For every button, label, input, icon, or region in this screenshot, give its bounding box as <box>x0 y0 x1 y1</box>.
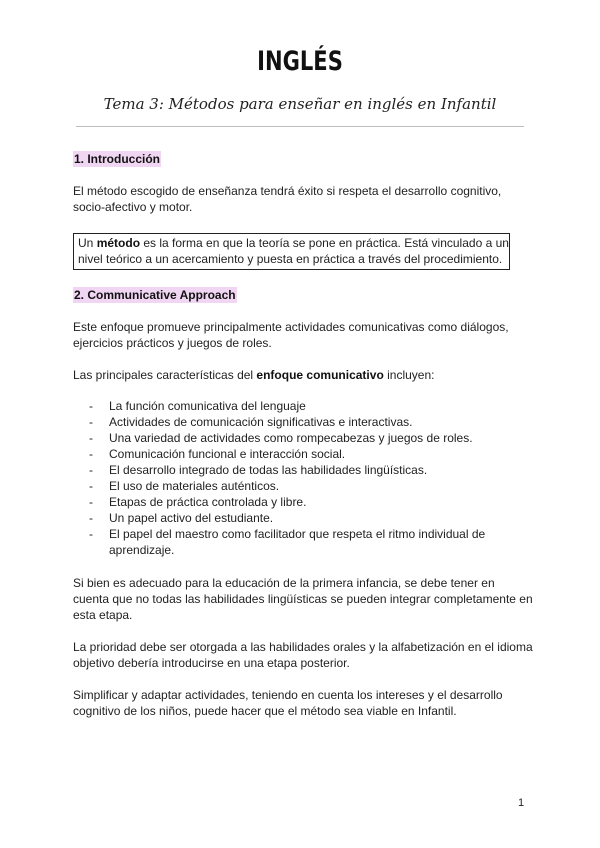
list-dash: - <box>89 511 93 525</box>
features-prefix: Las principales características del <box>73 368 257 382</box>
priority-text: La prioridad debe ser otorgada a las habilidades orales y la alfabetización en el idioma objetivo debería introducirse en una etapa posterior. <box>73 640 533 670</box>
list-dash: - <box>89 431 93 445</box>
list-item-text: Actividades de comunicación significativas e interactivas. <box>109 415 413 429</box>
list-item-text: La función comunicativa del lenguaje <box>109 399 306 413</box>
list-item-text: El papel del maestro como facilitador que respeta el ritmo individual de aprendizaje. <box>109 527 486 557</box>
features-suffix: incluyen: <box>383 368 435 382</box>
definition-prefix: Un <box>78 236 97 250</box>
simplify-text: Simplificar y adaptar actividades, teniendo en cuenta los intereses y el desarrollo cognitivo de los niños, puede hacer que el método sea viable en Infantil. <box>73 688 503 718</box>
list-item <box>89 494 529 510</box>
section-heading-introduccion: 1. Introducción <box>74 152 161 166</box>
list-item <box>89 462 529 478</box>
intro-paragraph-text: El método escogido de enseñanza tendrá éxito si respeta el desarrollo cognitivo, socio-afectivo y motor. <box>73 184 502 214</box>
list-dash: - <box>89 463 93 477</box>
list-item <box>89 526 529 558</box>
list-item-text: Una variedad de actividades como rompecabezas y juegos de roles. <box>109 431 473 445</box>
title-divider <box>76 126 524 127</box>
definition-term: método <box>96 236 141 250</box>
list-item <box>89 446 529 462</box>
features-list <box>89 398 529 558</box>
list-item-text: Etapas de práctica controlada y libre. <box>109 495 307 509</box>
definition-text <box>78 235 509 267</box>
simplify-paragraph <box>73 687 533 719</box>
early-childhood-paragraph <box>73 575 533 623</box>
list-item <box>89 510 529 526</box>
intro-paragraph <box>73 183 533 215</box>
list-item <box>89 478 529 494</box>
list-dash: - <box>89 415 93 429</box>
page-number: 1 <box>518 797 525 809</box>
list-item-text: Comunicación funcional e interacción social. <box>109 447 346 461</box>
document-subtitle: Tema 3: Métodos para enseñar en inglés en Infantil <box>103 95 497 113</box>
list-item-text: El uso de materiales auténticos. <box>109 479 280 493</box>
approach-intro-paragraph <box>73 319 533 351</box>
document-title: INGLÉS <box>257 46 343 77</box>
list-item-text: El desarrollo integrado de todas las habilidades lingüísticas. <box>109 463 428 477</box>
list-item-text: Un papel activo del estudiante. <box>109 511 274 525</box>
features-intro-text <box>73 367 533 383</box>
priority-paragraph <box>73 639 533 671</box>
approach-intro-text: Este enfoque promueve principalmente actividades comunicativas como diálogos, ejercicios prácticos y juegos de roles. <box>73 320 509 350</box>
definition-rest: es la forma en que la teoría se pone en práctica. Está vinculado a un nivel teórico a un acercamiento y puesta en práctica a través del procedimiento. <box>78 236 509 266</box>
list-dash: - <box>89 447 93 461</box>
list-dash: - <box>89 479 93 493</box>
list-item <box>89 414 529 430</box>
list-item <box>89 398 529 414</box>
section-heading-communicative-approach: 2. Communicative Approach <box>74 288 236 302</box>
list-item <box>89 430 529 446</box>
features-intro-paragraph <box>73 367 533 383</box>
features-term: enfoque comunicativo <box>256 368 384 382</box>
list-dash: - <box>89 495 93 509</box>
definition-box <box>73 233 510 270</box>
list-dash: - <box>89 399 93 413</box>
list-dash: - <box>89 527 93 541</box>
early-childhood-text: Si bien es adecuado para la educación de la primera infancia, se debe tener en cuenta que no todas las habilidades lingüísticas se pueden integrar completamente en esta etapa. <box>73 576 533 622</box>
